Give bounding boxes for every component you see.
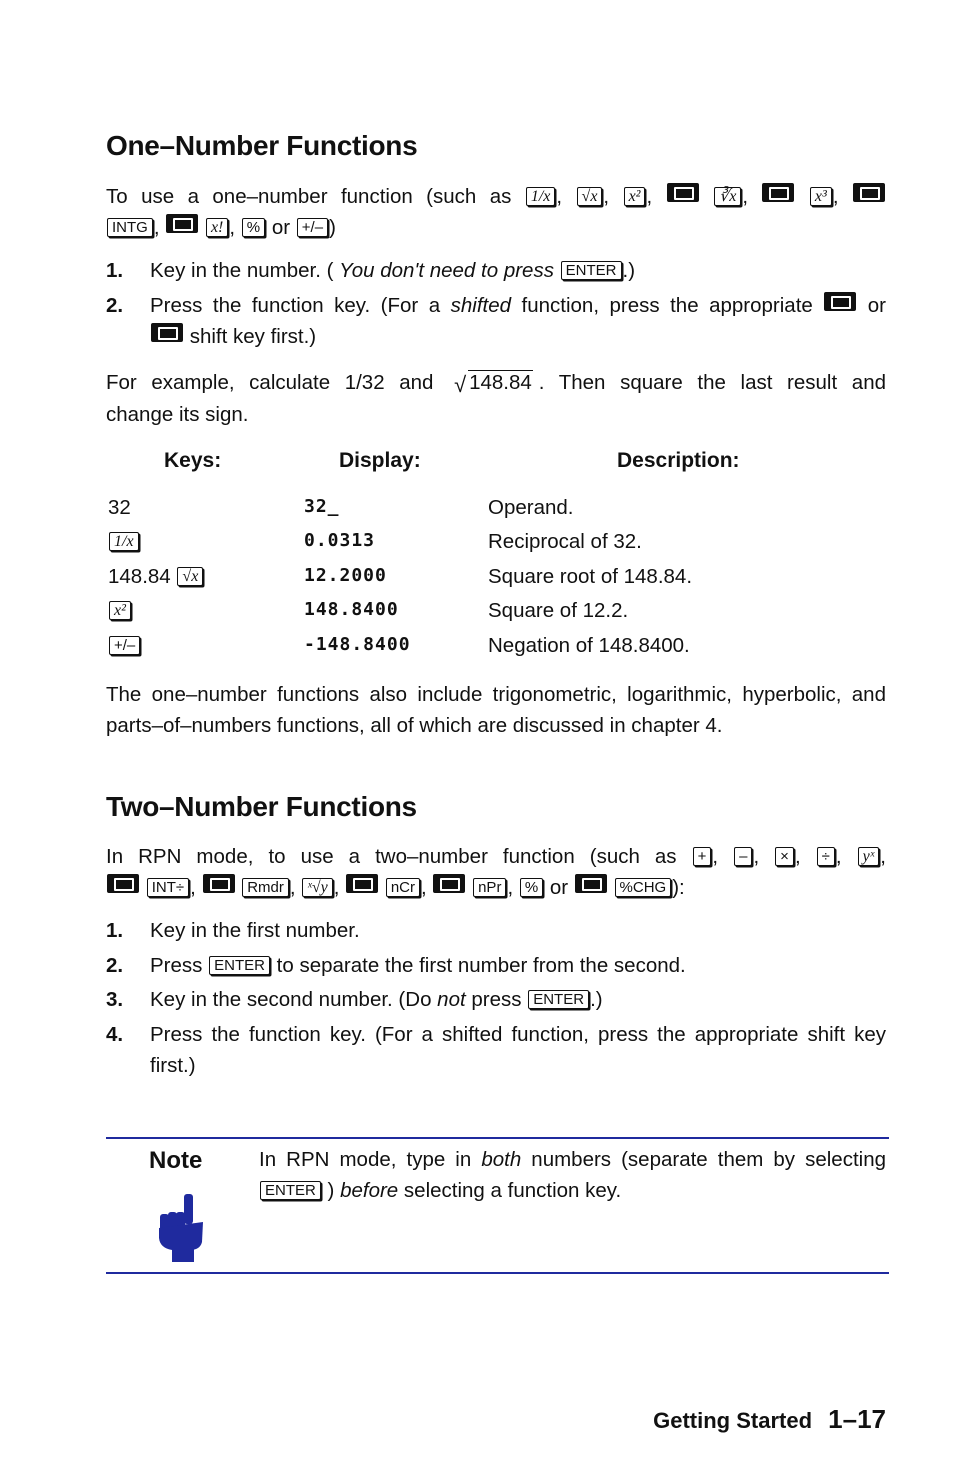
note-bottom-rule	[106, 1272, 889, 1274]
key-sqrt: √x	[577, 187, 603, 206]
intro-line-2: INTG , x! , % or +/– )	[106, 212, 886, 243]
key-square: x²	[109, 601, 131, 620]
example-line-1: For example, calculate 1/32 and √ 148.84 . Then square the last result and	[106, 367, 886, 398]
key-minus: –	[734, 847, 752, 866]
left-shift-key	[346, 874, 378, 893]
intro-line-1: To use a one–number function (such as 1/x , √x , x² , ∛x , x³ ,	[106, 181, 886, 212]
left-shift-key	[824, 292, 856, 311]
right-shift-key	[853, 183, 885, 202]
left-shift-key	[433, 874, 465, 893]
section-heading-two-number: Two–Number Functions	[106, 791, 417, 822]
right-shift-key	[203, 874, 235, 893]
key-divide: ÷	[817, 847, 835, 866]
left-shift-key	[667, 183, 699, 202]
key-enter: ENTER	[528, 990, 589, 1009]
table-row: 32 32_ Operand.	[108, 496, 574, 519]
table-header-description: Description:	[617, 449, 740, 472]
left-shift-key	[166, 214, 198, 233]
closing-paragraph: The one–number functions also include trigonometric, logarithmic, hyperbolic, and parts–of–numbers functions, all of which are discussed in chapter 4.	[106, 683, 886, 737]
key-intg: INTG	[107, 218, 153, 237]
intro2-line-1: In RPN mode, to use a two–number function (such as + , – , × , ÷ , yˣ ,	[106, 845, 886, 868]
key-percent: %	[520, 878, 543, 897]
key-power: yˣ	[858, 847, 880, 866]
table-header-keys: Keys:	[164, 449, 222, 472]
table-row: +/– -148.8400 Negation of 148.8400.	[106, 634, 886, 668]
page-footer	[653, 1404, 886, 1435]
page-number: 1–17	[828, 1404, 886, 1434]
key-percent-change: %CHG	[615, 878, 672, 897]
key-plus: +	[693, 847, 712, 866]
key-cube: x³	[810, 187, 832, 206]
key-xroot: ˣ√y	[302, 878, 332, 897]
key-change-sign: +/–	[109, 636, 140, 655]
key-cube-root: ∛x	[714, 187, 741, 206]
key-factorial: x!	[206, 218, 228, 237]
example-line-2: change its sign.	[106, 403, 249, 426]
key-reciprocal: 1/x	[109, 532, 139, 551]
sqrt-expression: √ 148.84	[454, 371, 532, 397]
key-enter: ENTER	[260, 1181, 321, 1200]
key-enter: ENTER	[209, 956, 270, 975]
key-npr: nPr	[473, 878, 506, 897]
pointing-hand-icon	[156, 1192, 206, 1264]
intro2-line-2: INT÷ , Rmdr , ˣ√y , nCr , nPr , % or %CHG ):	[106, 872, 886, 903]
key-enter: ENTER	[561, 261, 622, 280]
left-shift-key	[762, 183, 794, 202]
table-row: 1/x 0.0313 Reciprocal of 32.	[106, 530, 886, 564]
key-int-divide: INT÷	[147, 878, 189, 897]
table-header-display: Display:	[339, 449, 421, 472]
table-row: x² 148.8400 Square of 12.2.	[106, 599, 886, 633]
note-line-1: In RPN mode, type in both numbers (separate them by selecting	[259, 1148, 887, 1171]
key-times: ×	[775, 847, 794, 866]
key-percent: %	[242, 218, 265, 237]
footer-title: Getting Started	[653, 1408, 813, 1433]
right-shift-key	[575, 874, 607, 893]
key-square: x²	[624, 187, 646, 206]
section-heading-one-number: One–Number Functions	[106, 130, 418, 161]
key-ncr: nCr	[386, 878, 420, 897]
table-row: 148.84 √x 12.2000 Square root of 148.84.	[108, 565, 693, 588]
note-top-rule	[106, 1137, 889, 1139]
key-reciprocal: 1/x	[526, 187, 556, 206]
note-line-2: ENTER ) before selecting a function key.	[259, 1175, 886, 1206]
left-shift-key	[107, 874, 139, 893]
key-change-sign: +/–	[297, 218, 328, 237]
key-remainder: Rmdr	[242, 878, 289, 897]
right-shift-key	[151, 323, 183, 342]
note-label: Note	[149, 1147, 203, 1174]
key-sqrt: √x	[177, 567, 203, 586]
